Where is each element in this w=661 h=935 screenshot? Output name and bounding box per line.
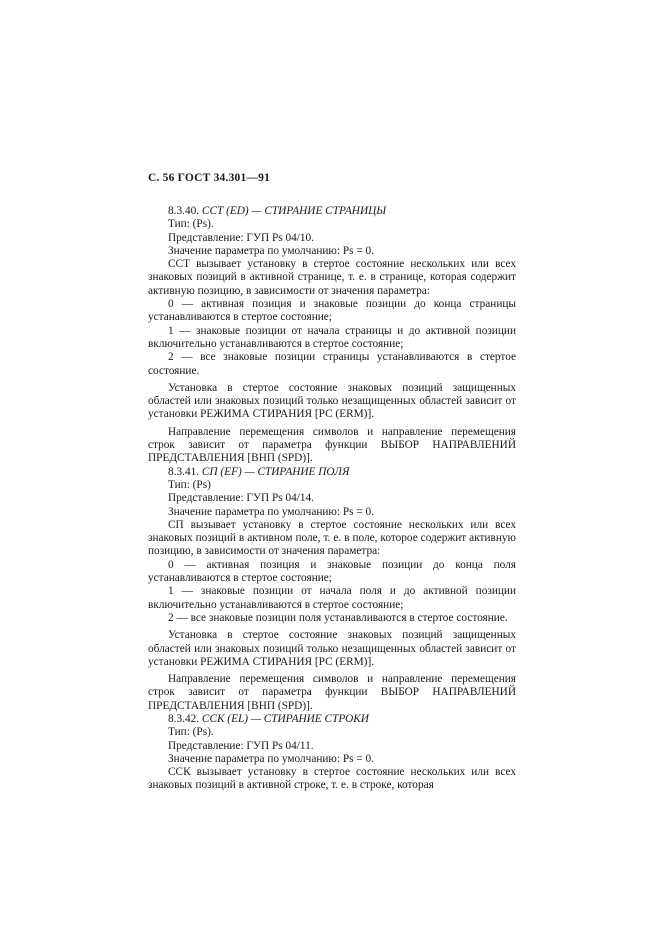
section-representation: Представление: ГУП Ps 04/10. <box>168 231 314 244</box>
section-heading <box>148 466 516 479</box>
section-default: Значение параметра по умолчанию: Ps = 0. <box>168 244 375 257</box>
section-title: ССТ (ED) — СТИРАНИЕ СТРАНИЦЫ <box>201 205 387 217</box>
section-default: Значение параметра по умолчанию: Ps = 0. <box>168 752 375 765</box>
section-number: 8.3.42. <box>168 712 200 725</box>
parameter-option: 2 — все знаковые позиции страницы устанавливаются в стертое состояние. <box>148 351 516 377</box>
section-title: СП (EF) — СТИРАНИЕ ПОЛЯ <box>201 465 350 478</box>
section-type: Тип: (Ps). <box>168 726 214 739</box>
section-number: 8.3.40. <box>168 205 200 217</box>
section-description: ССТ вызывает установку в стертое состояние нескольких или всех знаковых позиций в активной странице, т. е. в странице, которая содержит активную позицию, в зависимости от значения параметра: <box>148 258 516 297</box>
parameter-option: 2 — все знаковые позиции поля устанавливаются в стертое состояние. <box>168 611 508 624</box>
section-note: Направление перемещения символов и направление перемещения строк зависит от параметра функции ВЫБОР НАПРАВЛЕНИЙ ПРЕДСТАВЛЕНИЯ [ВНП (SPD)]. <box>148 425 516 465</box>
section-number: 8.3.41. <box>168 465 200 478</box>
section-default: Значение параметра по умолчанию: Ps = 0. <box>168 505 375 518</box>
section-note: Установка в стертое состояние знаковых позиций защищенных областей или знаковых позиций только незащищенных областей зависит от установки РЕЖИМА СТИРАНИЯ [РС (ERM)]. <box>148 381 516 421</box>
section-note: Направление перемещения символов и направление перемещения строк зависит от параметра функции ВЫБОР НАПРАВЛЕНИЙ ПРЕДСТАВЛЕНИЯ [ВНП (SPD)]. <box>148 673 516 712</box>
section-heading <box>148 205 516 218</box>
parameter-option: 0 — активная позиция и знаковые позиции до конца поля устанавливаются в стертое состояние; <box>148 558 516 585</box>
section-description: ССК вызывает установку в стертое состояние нескольких или всех знаковых позиций в активной строке, т. е. в строке, которая <box>148 766 516 792</box>
section-note: Установка в стертое состояние знаковых позиций защищенных областей или знаковых позиций только незащищенных областей зависит от установки РЕЖИМА СТИРАНИЯ [РС (ERM)]. <box>148 629 516 668</box>
section-representation: Представление: ГУП Ps 04/11. <box>168 739 314 752</box>
section-type: Тип: (Ps) <box>168 478 211 491</box>
parameter-option: 1 — знаковые позиции от начала страницы и до активной позиции включительно устанавливаются в стертое состояние; <box>148 324 516 350</box>
page-content <box>148 205 516 793</box>
parameter-option: 1 — знаковые позиции от начала поля и до активной позиции включительно устанавливаются в стертое состояние; <box>148 585 516 611</box>
page-header: С. 56 ГОСТ 34.301—91 <box>148 172 271 184</box>
section-heading <box>148 713 516 726</box>
section-type: Тип: (Ps). <box>168 218 214 231</box>
section-title: ССК (EL) — СТИРАНИЕ СТРОКИ <box>201 712 369 725</box>
section-description: СП вызывает установку в стертое состояние нескольких или всех знаковых позиций в активном поле, т. е. в поле, которое содержит активную позицию, в зависимости от значения параметра: <box>148 518 516 558</box>
section-representation: Представление: ГУП Ps 04/14. <box>168 492 314 505</box>
parameter-option: 0 — активная позиция и знаковые позиции до конца страницы устанавливаются в стертое состояние; <box>148 298 516 324</box>
